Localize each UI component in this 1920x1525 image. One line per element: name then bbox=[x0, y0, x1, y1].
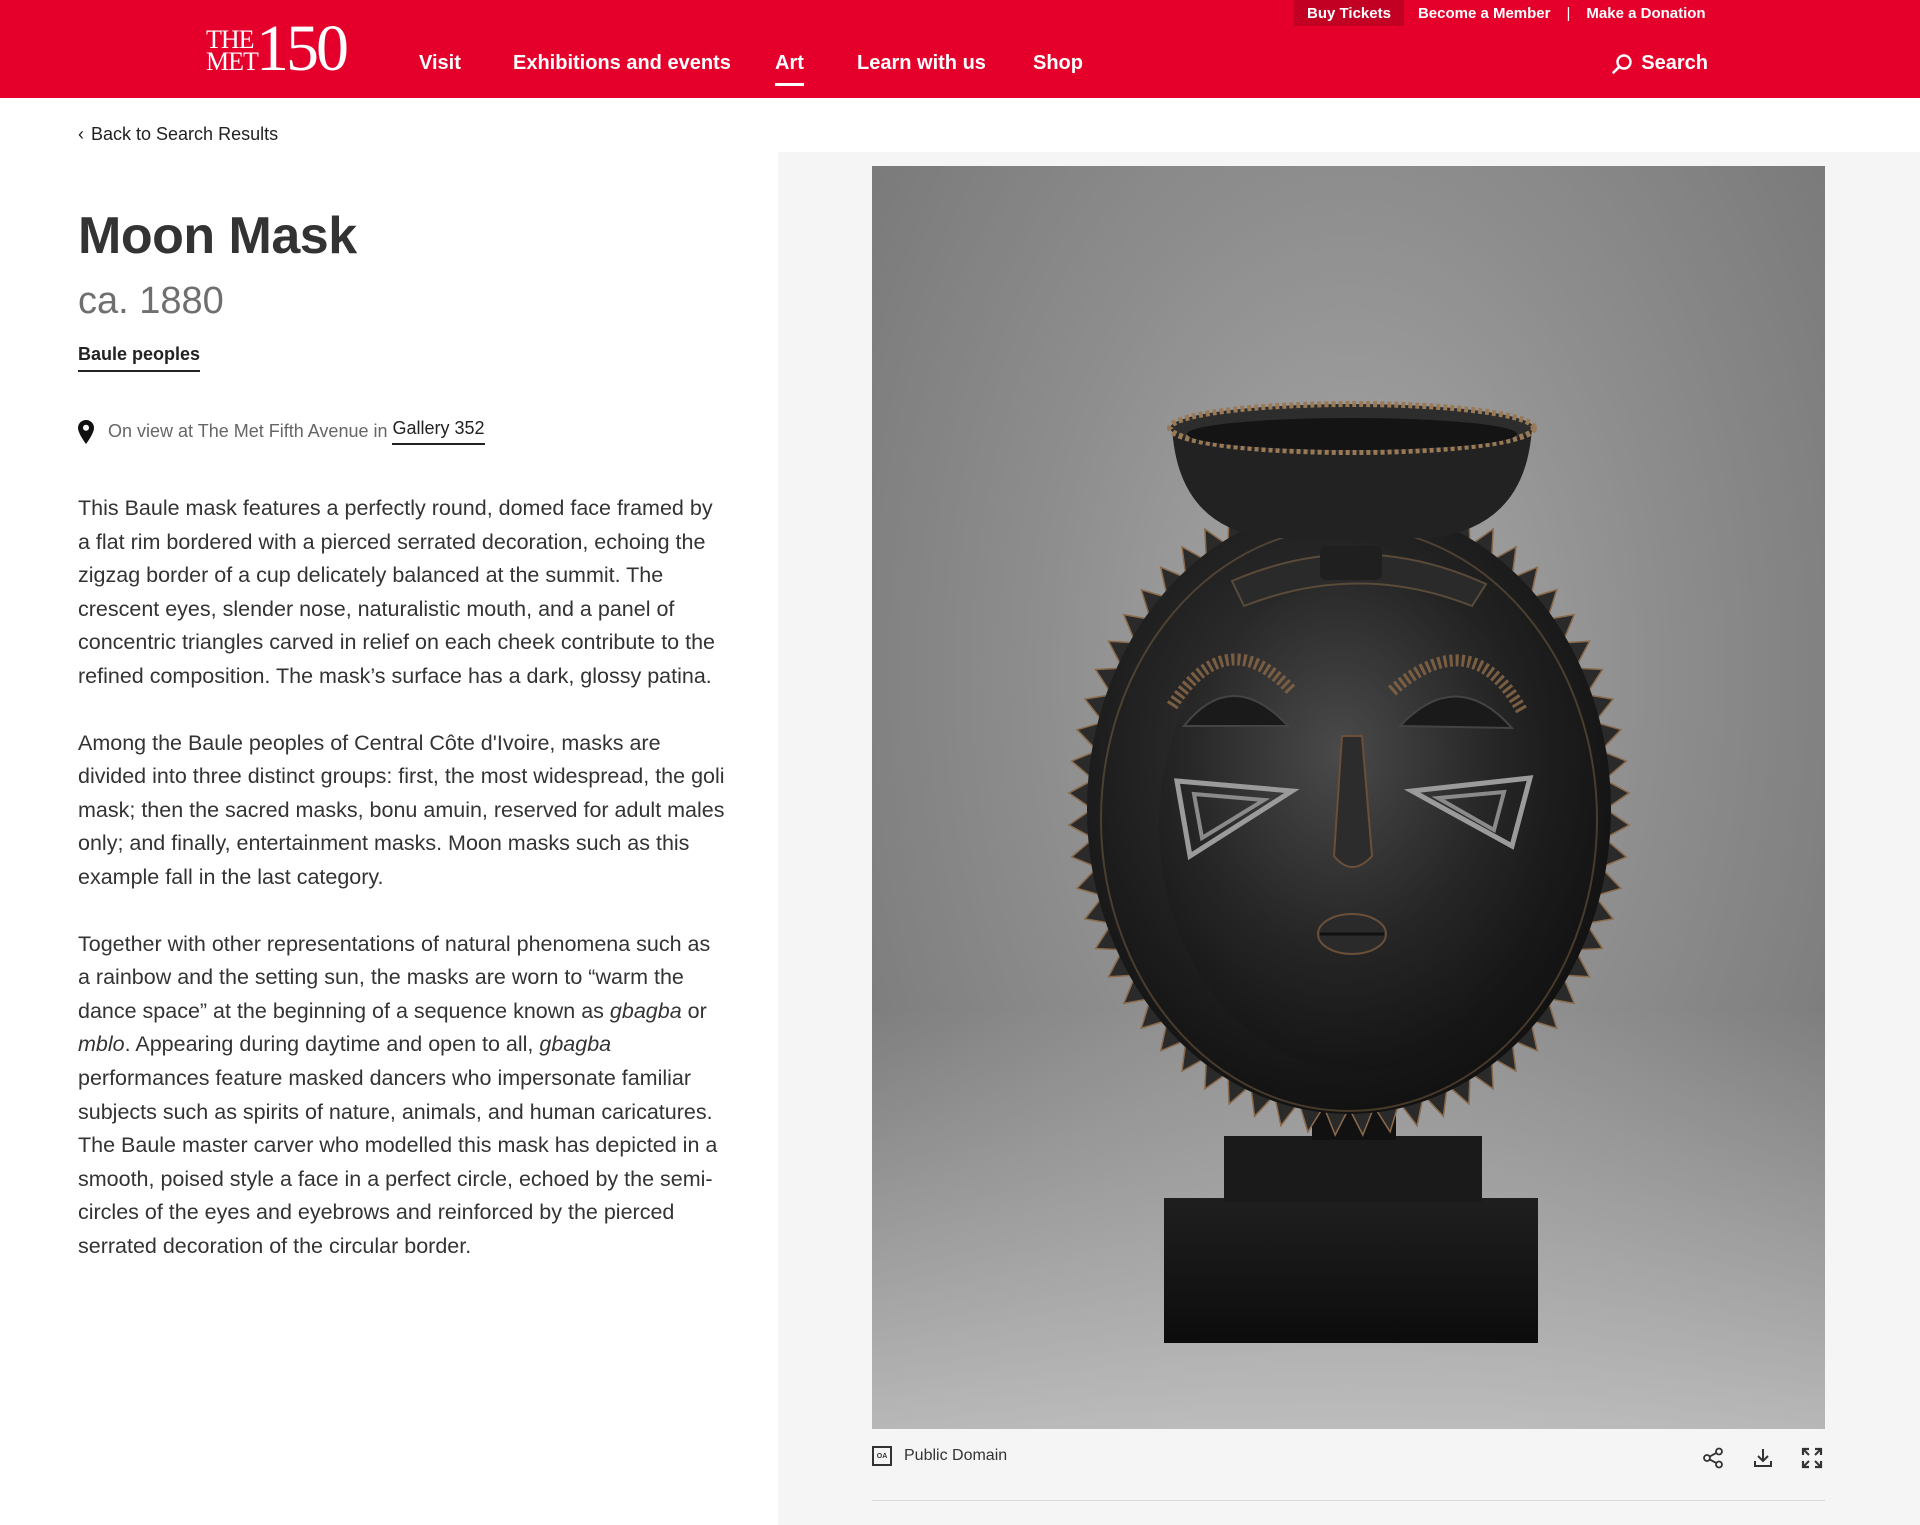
gallery-link[interactable]: Gallery 352 bbox=[392, 418, 484, 445]
nav-exhibitions-events[interactable]: Exhibitions and events bbox=[513, 52, 731, 74]
term-gbagba: gbagba bbox=[609, 998, 682, 1023]
media-divider bbox=[872, 1500, 1825, 1501]
nav-visit[interactable]: Visit bbox=[419, 52, 461, 74]
nav-shop[interactable]: Shop bbox=[1033, 52, 1083, 74]
back-label: Back to Search Results bbox=[91, 124, 279, 144]
utility-nav bbox=[1294, 0, 1706, 26]
public-domain-label: Public Domain bbox=[904, 1447, 1008, 1464]
term-gbagba: gbagba bbox=[539, 1032, 612, 1057]
chevron-left-icon: ‹ bbox=[78, 124, 84, 144]
description-paragraph-2: Among the Baule peoples of Central Côte d'Ivoire, masks are divided into three distinct groups: first, the most widespread, the goli mask; then the sacred masks, bonu amuin, reserved for adult males only; and finally, entertainment masks. Moon masks such as this example fall in the last category. bbox=[78, 730, 725, 889]
met-150-logo[interactable] bbox=[206, 12, 346, 85]
term-mblo: mblo bbox=[78, 1032, 125, 1057]
location-prefix: On view at The Met Fifth Avenue in bbox=[108, 421, 388, 441]
description-paragraph-1: This Baule mask features a perfectly round, domed face framed by a flat rim bordered with a pierced serrated decoration, echoing the zigzag border of a cup delicately balanced at the summit. The crescent eyes, slender nose, naturalistic mouth, and a panel of concentric triangles carved in relief on each cheek contribute to the refined composition. The mask’s surface has a dark, glossy patina. bbox=[78, 496, 716, 688]
search-icon bbox=[1611, 53, 1633, 75]
fullscreen-icon[interactable] bbox=[1799, 1445, 1825, 1471]
artwork-image[interactable] bbox=[872, 166, 1825, 1429]
moon-mask-image bbox=[872, 166, 1825, 1429]
make-donation-link[interactable]: Make a Donation bbox=[1586, 4, 1706, 22]
open-access-icon: OA bbox=[872, 1446, 892, 1466]
nav-art[interactable]: Art bbox=[775, 52, 804, 74]
image-tools bbox=[1700, 1445, 1825, 1471]
rights-statement[interactable] bbox=[872, 1446, 1007, 1466]
nav-learn-with-us[interactable]: Learn with us bbox=[857, 52, 986, 74]
back-to-search-link[interactable] bbox=[78, 124, 278, 145]
artwork-date: ca. 1880 bbox=[78, 280, 224, 322]
search-button[interactable] bbox=[1611, 52, 1708, 75]
become-member-link[interactable]: Become a Member bbox=[1417, 4, 1551, 22]
on-view-location bbox=[78, 418, 485, 445]
logo-the-met-text: THE MET bbox=[206, 25, 258, 76]
map-pin-icon bbox=[78, 420, 94, 444]
download-icon[interactable] bbox=[1750, 1445, 1776, 1471]
logo-150-text: 150 bbox=[256, 12, 346, 85]
search-label: Search bbox=[1641, 52, 1708, 74]
description-paragraph-3: Together with other representations of natural phenomena such as a rainbow and the setting sun, the masks are worn to “warm the dance space” at the beginning of a sequence known as gbagba or mblo. Appearing during daytime and open to all, gbagba performances feature masked dancers who impersonate familiar subjects such as spirits of nature, animals, and human caricatures. The Baule master carver who modelled this mask has depicted in a smooth, poised style a face in a perfect circle, echoed by the semi-circles of the eyes and eyebrows and reinforced by the pierced serrated decoration of the circular border. bbox=[78, 931, 718, 1258]
share-icon[interactable] bbox=[1700, 1445, 1726, 1471]
artwork-title: Moon Mask bbox=[78, 207, 357, 265]
site-header bbox=[0, 0, 1920, 98]
buy-tickets-link[interactable]: Buy Tickets bbox=[1294, 0, 1404, 26]
utility-separator: | bbox=[1566, 4, 1571, 22]
artwork-description bbox=[78, 492, 728, 1296]
culture-link[interactable]: Baule peoples bbox=[78, 344, 200, 372]
